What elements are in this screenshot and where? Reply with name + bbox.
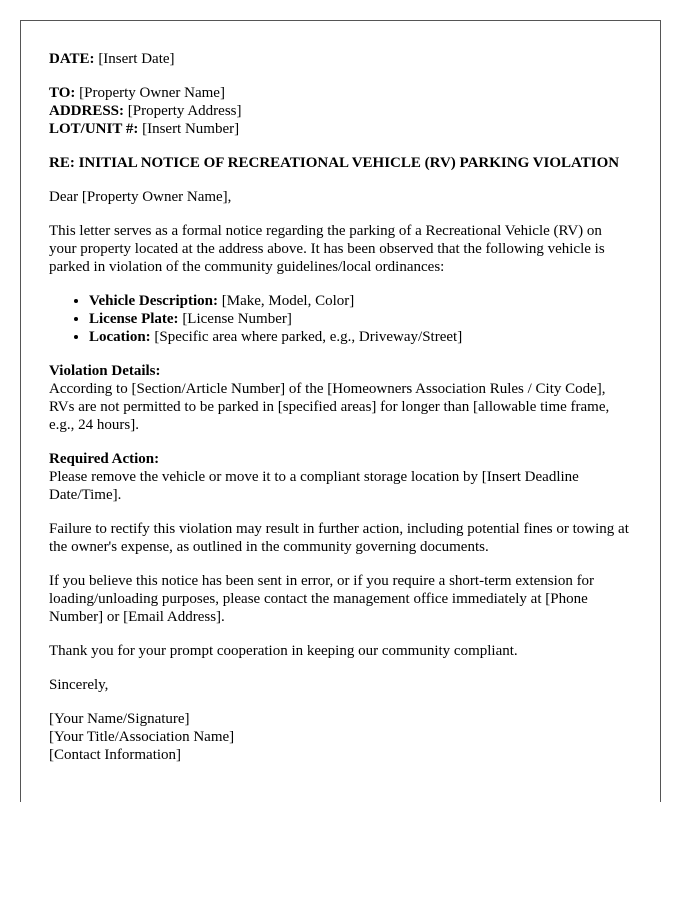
license-plate-label: License Plate: (89, 311, 179, 327)
location-label: Location: (89, 329, 151, 345)
vehicle-details-list (49, 292, 632, 346)
address-line (49, 102, 632, 120)
closing: Sincerely, (49, 677, 109, 693)
required-action-section (49, 450, 632, 504)
vehicle-description-label: Vehicle Description: (89, 293, 219, 309)
license-plate-value: [License Number] (182, 311, 292, 327)
salutation: Dear [Property Owner Name], (49, 189, 232, 205)
letter-page (20, 20, 661, 802)
list-item (89, 328, 632, 346)
violation-section (49, 362, 632, 434)
to-line (49, 84, 632, 102)
failure-paragraph: Failure to rectify this violation may result in further action, including potential fines or towing at the owner's expense, as outlined in the community governing documents. (49, 521, 629, 555)
lot-label: LOT/UNIT #: (49, 121, 139, 137)
list-item (89, 310, 632, 328)
intro-paragraph: This letter serves as a formal notice regarding the parking of a Recreational Vehicle (RV) on your property located at the address above. It has been observed that the following vehicle is parked in violation of the community guidelines/local ordinances: (49, 223, 605, 275)
required-action-heading: Required Action: (49, 451, 160, 467)
signature-contact: [Contact Information] (49, 747, 182, 763)
vehicle-description-value: [Make, Model, Color] (221, 293, 355, 309)
required-action-text: Please remove the vehicle or move it to a compliant storage location by [Insert Deadline Date/Time]. (49, 469, 579, 503)
date-value: [Insert Date] (98, 51, 175, 67)
violation-heading: Violation Details: (49, 363, 161, 379)
list-item (89, 292, 632, 310)
lot-value: [Insert Number] (142, 121, 240, 137)
error-paragraph: If you believe this notice has been sent in error, or if you require a short-term extension for loading/unloading purposes, please contact the management office immediately at [Phone Number] or [Email Address]. (49, 573, 595, 625)
signature-name: [Your Name/Signature] (49, 711, 190, 727)
lot-line (49, 120, 632, 138)
to-value: [Property Owner Name] (79, 85, 225, 101)
to-label: TO: (49, 85, 76, 101)
location-value: [Specific area where parked, e.g., Driveway/Street] (154, 329, 463, 345)
date-line (49, 50, 632, 68)
date-label: DATE: (49, 51, 95, 67)
signature-title: [Your Title/Association Name] (49, 729, 235, 745)
thanks-paragraph: Thank you for your prompt cooperation in keeping our community compliant. (49, 643, 518, 659)
recipient-block (49, 84, 632, 138)
address-value: [Property Address] (127, 103, 242, 119)
violation-text: According to [Section/Article Number] of the [Homeowners Association Rules / City Code], RVs are not permitted to be parked in [specified areas] for longer than [allowable time frame, e.g., 24 hours]. (49, 381, 610, 433)
signature-block (49, 710, 632, 764)
subject-line: RE: INITIAL NOTICE OF RECREATIONAL VEHICLE (RV) PARKING VIOLATION (49, 155, 620, 171)
address-label: ADDRESS: (49, 103, 125, 119)
